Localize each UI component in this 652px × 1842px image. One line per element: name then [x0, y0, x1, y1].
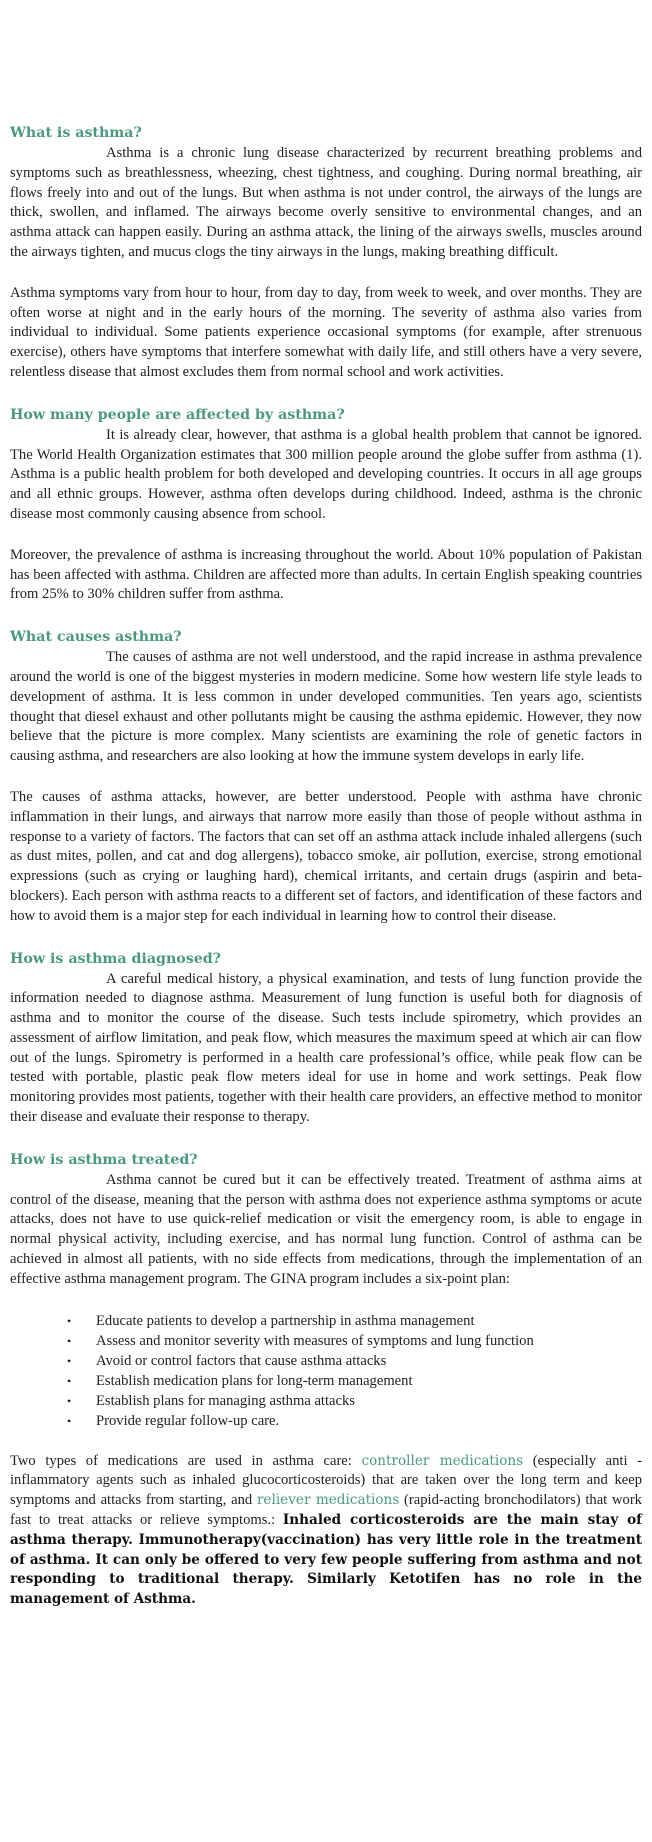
list-item — [10, 1331, 642, 1351]
paragraph-medications — [10, 1452, 642, 1610]
paragraph-attack-causes: The causes of asthma attacks, however, are better understood. People with asthma have chronic inflammation in their lungs, and airways that narrow more easily than those of people without asthma in response to a variety of factors. The factors that can set off an asthma attack include inhaled allergens (such as dust mites, pollen, and cat and dog allergens), tobacco smoke, air pollution, exercise, strong emotional expressions (such as crying or laughing hard), chemical irritants, and certain drugs (aspirin and beta-blockers). Each person with asthma reacts to a different set of factors, and identification of these factors and how to avoid them is a major step for each individual in learning how to control their disease. — [10, 788, 642, 924]
list-item-text: Avoid or control factors that cause asthma attacks — [96, 1352, 387, 1369]
section-heading-what-causes: What causes asthma? — [10, 629, 182, 646]
list-item — [10, 1351, 642, 1371]
therapy-note-bold: Inhaled corticosteroids are the main stay of asthma therapy. Immunotherapy(vaccination) has very little role in the treatment of asthma. It can only be offered to very few people suffering from asthma and not responding to traditional therapy. Similarly Ketotifen has no role in the management of Asthma. — [10, 1512, 643, 1608]
list-item — [10, 1391, 642, 1411]
six-point-plan-list — [10, 1311, 642, 1431]
section-heading-diagnosed: How is asthma diagnosed? — [10, 950, 221, 967]
list-item-text: Provide regular follow-up care. — [96, 1412, 280, 1429]
controller-medications-text: (especially anti -inflammatory agents such as inhaled glucocorticosteroids) that are taken over the long term and keep symptoms and attacks from starting, and — [10, 1452, 642, 1509]
paragraph-diagnosis: A careful medical history, a physical examination, and tests of lung function provide the information needed to diagnose asthma. Measurement of lung function is useful both for diagnosis of asthma and to monitor the course of the disease. Such tests include spirometry, which provides an assessment of airflow limitation, and peak flow, which measures the maximum speed at which air can flow out of the lungs. Spirometry is performed in a health care professional’s office, while peak flow can be tested with portable, plastic peak flow meters ideal for use in home and work settings. Peak flow monitoring provides most patients, together with their health care providers, an effective method to monitor their disease and evaluate their response to therapy. — [10, 970, 642, 1126]
paragraph-causes: The causes of asthma are not well understood, and the rapid increase in asthma prevalence around the world is one of the biggest mysteries in modern medicine. Some how western life style leads to development of asthma. It is less common in under developed communities. Ten years ago, scientists thought that diesel exhaust and other pollutants might be causing the asthma epidemic. However, they now believe that the picture is more complex. Many scientists are examining the role of genetic factors in causing asthma, and researchers are also looking at how the immune system develops in early life. — [10, 649, 642, 765]
bullet-icon: • — [67, 1413, 72, 1428]
bullet-icon: • — [67, 1313, 72, 1328]
list-item-text: Educate patients to develop a partnership in asthma management — [96, 1312, 475, 1329]
list-item-text: Assess and monitor severity with measures of symptoms and lung function — [96, 1332, 534, 1349]
list-item — [10, 1371, 642, 1391]
list-item-text: Establish medication plans for long-term management — [96, 1372, 413, 1389]
bullet-icon: • — [67, 1353, 72, 1368]
reliever-medications-term: reliever medications — [256, 1492, 400, 1509]
section-heading-how-many-affected: How many people are affected by asthma? — [10, 406, 345, 423]
section-heading-what-is-asthma: What is asthma? — [10, 125, 142, 141]
paragraph-treatment: Asthma cannot be cured but it can be effectively treated. Treatment of asthma aims at control of the disease, meaning that the person with asthma does not experience asthma symptoms or acute attacks, does not have to use quick-relief medication or visit the emergency room, is able to engage in normal physical activity, including exercise, and has normal lung function. Control of asthma can be achieved in almost all patients, with no side effects from medications, through the implementation of an effective asthma management program. The GINA program includes a six-point plan: — [10, 1171, 642, 1287]
article — [10, 123, 642, 1610]
controller-medications-term: controller medications — [361, 1452, 524, 1469]
bullet-icon: • — [67, 1393, 72, 1408]
paragraph-prevalence: Moreover, the prevalence of asthma is increasing throughout the world. About 10% population of Pakistan has been affected with asthma. Children are affected more than adults. In certain English speaking countries from 25% to 30% children suffer from asthma. — [10, 546, 642, 603]
paragraph-asthma-definition: Asthma is a chronic lung disease characterized by recurrent breathing problems and symptoms such as breathlessness, wheezing, chest tightness, and coughing. During normal breathing, air flows freely into and out of the lungs. But when asthma is not under control, the airways of the lungs are thick, swollen, and inflamed. The airways become overly sensitive to environmental changes, and an asthma attack can happen easily. During an asthma attack, the lining of the airways swells, muscles around the airways tighten, and mucus clogs the tiny airways in the lungs, making breathing difficult. — [10, 145, 642, 260]
reliever-medications-text: (rapid-acting bronchodilators) that work fast to treat attacks or relieve symptoms.: — [10, 1492, 642, 1529]
bullet-icon: • — [67, 1373, 72, 1388]
paragraph-global-problem: It is already clear, however, that asthma is a global health problem that cannot be ignored. The World Health Organization estimates that 300 million people around the globe suffer from asthma (1). Asthma is a public health problem for both developed and developing countries. It occurs in all age groups and all ethnic groups. However, asthma often develops during childhood. Indeed, asthma is the chronic disease most commonly causing absence from school. — [10, 426, 642, 522]
bullet-icon: • — [67, 1333, 72, 1348]
paragraph-asthma-symptoms: Asthma symptoms vary from hour to hour, from day to day, from week to week, and over months. They are often worse at night and in the early hours of the morning. The severity of asthma also varies from individual to individual. Some patients experience occasional symptoms (for example, after strenuous exercise), others have symptoms that interfere somewhat with daily life, and still others have a very severe, relentless disease that almost excludes them from normal school and work activities. — [10, 284, 642, 380]
list-item — [10, 1411, 642, 1431]
medications-intro: Two types of medications are used in asthma care: — [10, 1452, 362, 1469]
list-item — [10, 1311, 642, 1331]
section-heading-treated: How is asthma treated? — [10, 1151, 198, 1168]
list-item-text: Establish plans for managing asthma attacks — [96, 1392, 355, 1409]
